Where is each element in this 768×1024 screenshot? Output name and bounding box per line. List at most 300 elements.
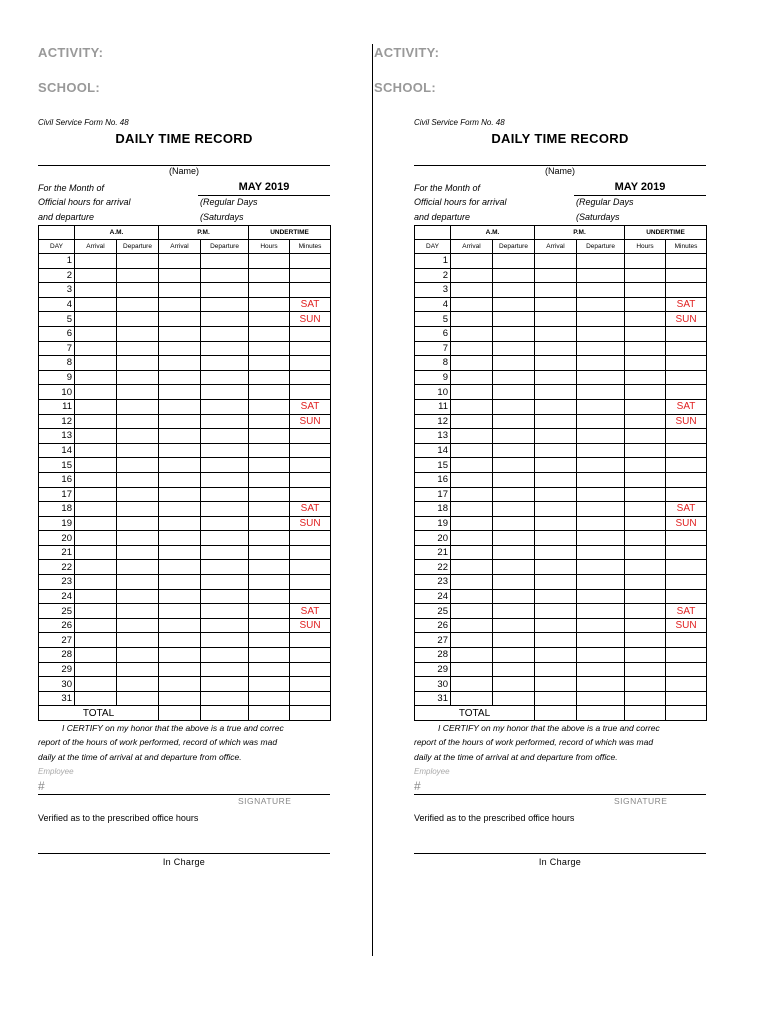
undertime-minutes-cell[interactable]	[666, 326, 707, 341]
am-departure-cell[interactable]	[117, 399, 159, 414]
undertime-hours-cell[interactable]	[625, 545, 666, 560]
undertime-hours-cell[interactable]	[249, 502, 290, 517]
pm-arrival-cell[interactable]	[535, 531, 577, 546]
undertime-hours-cell[interactable]	[249, 531, 290, 546]
undertime-minutes-cell[interactable]	[290, 341, 331, 356]
am-arrival-cell[interactable]	[75, 677, 117, 692]
pm-arrival-cell[interactable]	[535, 691, 577, 706]
am-departure-cell[interactable]	[117, 414, 159, 429]
am-arrival-cell[interactable]	[451, 691, 493, 706]
undertime-minutes-cell[interactable]	[666, 443, 707, 458]
am-arrival-cell[interactable]	[75, 326, 117, 341]
pm-arrival-cell[interactable]	[159, 370, 201, 385]
am-departure-cell[interactable]	[493, 633, 535, 648]
am-departure-cell[interactable]	[117, 268, 159, 283]
pm-departure-cell[interactable]	[577, 297, 625, 312]
undertime-hours-cell[interactable]	[625, 458, 666, 473]
am-arrival-cell[interactable]	[451, 487, 493, 502]
undertime-minutes-cell[interactable]	[290, 633, 331, 648]
am-departure-cell[interactable]	[117, 283, 159, 298]
undertime-minutes-cell[interactable]	[666, 648, 707, 663]
undertime-minutes-cell[interactable]: SAT	[666, 399, 707, 414]
pm-arrival-cell[interactable]	[535, 385, 577, 400]
undertime-hours-cell[interactable]	[249, 385, 290, 400]
undertime-minutes-cell[interactable]: SAT	[666, 604, 707, 619]
am-arrival-cell[interactable]	[451, 385, 493, 400]
undertime-hours-cell[interactable]	[625, 589, 666, 604]
pm-departure-cell[interactable]	[201, 370, 249, 385]
pm-arrival-cell[interactable]	[159, 648, 201, 663]
undertime-hours-cell[interactable]	[249, 429, 290, 444]
am-arrival-cell[interactable]	[75, 604, 117, 619]
undertime-minutes-cell[interactable]	[290, 677, 331, 692]
am-departure-cell[interactable]	[493, 545, 535, 560]
undertime-minutes-cell[interactable]: SUN	[666, 414, 707, 429]
am-departure-cell[interactable]	[493, 399, 535, 414]
undertime-minutes-cell[interactable]: SUN	[290, 516, 331, 531]
pm-departure-cell[interactable]	[201, 341, 249, 356]
undertime-hours-cell[interactable]	[249, 458, 290, 473]
pm-arrival-cell[interactable]	[159, 283, 201, 298]
undertime-hours-cell[interactable]	[625, 326, 666, 341]
pm-departure-cell[interactable]	[577, 662, 625, 677]
pm-arrival-cell[interactable]	[535, 662, 577, 677]
pm-departure-cell[interactable]	[201, 429, 249, 444]
undertime-minutes-cell[interactable]	[666, 283, 707, 298]
undertime-hours-cell[interactable]	[625, 268, 666, 283]
undertime-hours-cell[interactable]	[625, 662, 666, 677]
pm-departure-cell[interactable]	[577, 429, 625, 444]
undertime-hours-cell[interactable]	[249, 297, 290, 312]
am-departure-cell[interactable]	[493, 254, 535, 269]
am-departure-cell[interactable]	[117, 472, 159, 487]
undertime-minutes-cell[interactable]: SUN	[666, 618, 707, 633]
undertime-hours-cell[interactable]	[249, 575, 290, 590]
am-departure-cell[interactable]	[493, 326, 535, 341]
pm-departure-cell[interactable]	[201, 560, 249, 575]
am-arrival-cell[interactable]	[451, 414, 493, 429]
pm-arrival-cell[interactable]	[535, 604, 577, 619]
am-arrival-cell[interactable]	[75, 633, 117, 648]
pm-arrival-cell[interactable]	[159, 604, 201, 619]
pm-arrival-cell[interactable]	[159, 385, 201, 400]
pm-departure-cell[interactable]	[201, 297, 249, 312]
pm-arrival-cell[interactable]	[535, 283, 577, 298]
undertime-minutes-cell[interactable]	[666, 487, 707, 502]
am-departure-cell[interactable]	[493, 487, 535, 502]
pm-arrival-cell[interactable]	[535, 677, 577, 692]
am-arrival-cell[interactable]	[75, 575, 117, 590]
undertime-minutes-cell[interactable]: SAT	[666, 297, 707, 312]
undertime-hours-cell[interactable]	[625, 516, 666, 531]
pm-arrival-cell[interactable]	[159, 545, 201, 560]
pm-departure-cell[interactable]	[201, 312, 249, 327]
pm-arrival-cell[interactable]	[159, 268, 201, 283]
pm-departure-cell[interactable]	[201, 662, 249, 677]
am-arrival-cell[interactable]	[75, 560, 117, 575]
undertime-hours-cell[interactable]	[625, 472, 666, 487]
undertime-hours-cell[interactable]	[625, 691, 666, 706]
am-departure-cell[interactable]	[493, 691, 535, 706]
undertime-minutes-cell[interactable]: SUN	[290, 618, 331, 633]
pm-departure-cell[interactable]	[201, 516, 249, 531]
undertime-minutes-cell[interactable]	[290, 545, 331, 560]
am-arrival-cell[interactable]	[75, 356, 117, 371]
undertime-minutes-cell[interactable]: SUN	[666, 312, 707, 327]
undertime-hours-cell[interactable]	[625, 254, 666, 269]
am-departure-cell[interactable]	[117, 545, 159, 560]
undertime-minutes-cell[interactable]	[290, 560, 331, 575]
pm-departure-cell[interactable]	[577, 326, 625, 341]
am-arrival-cell[interactable]	[451, 326, 493, 341]
pm-departure-cell[interactable]	[577, 356, 625, 371]
undertime-minutes-cell[interactable]	[666, 458, 707, 473]
am-arrival-cell[interactable]	[75, 399, 117, 414]
undertime-minutes-cell[interactable]	[290, 662, 331, 677]
am-departure-cell[interactable]	[117, 633, 159, 648]
am-arrival-cell[interactable]	[75, 341, 117, 356]
am-arrival-cell[interactable]	[75, 691, 117, 706]
undertime-minutes-cell[interactable]	[290, 589, 331, 604]
undertime-hours-cell[interactable]	[249, 268, 290, 283]
am-arrival-cell[interactable]	[451, 662, 493, 677]
pm-arrival-cell[interactable]	[159, 326, 201, 341]
pm-departure-cell[interactable]	[201, 618, 249, 633]
undertime-hours-cell[interactable]	[625, 487, 666, 502]
undertime-minutes-cell[interactable]	[666, 560, 707, 575]
am-arrival-cell[interactable]	[75, 414, 117, 429]
pm-departure-cell[interactable]	[201, 385, 249, 400]
pm-arrival-cell[interactable]	[159, 589, 201, 604]
pm-departure-cell[interactable]	[201, 283, 249, 298]
pm-departure-cell[interactable]	[577, 691, 625, 706]
am-arrival-cell[interactable]	[75, 297, 117, 312]
undertime-hours-cell[interactable]	[249, 312, 290, 327]
undertime-hours-cell[interactable]	[625, 618, 666, 633]
am-arrival-cell[interactable]	[451, 633, 493, 648]
pm-departure-cell[interactable]	[577, 268, 625, 283]
pm-departure-cell[interactable]	[201, 633, 249, 648]
am-arrival-cell[interactable]	[451, 545, 493, 560]
am-arrival-cell[interactable]	[451, 516, 493, 531]
undertime-hours-cell[interactable]	[625, 531, 666, 546]
pm-arrival-cell[interactable]	[159, 516, 201, 531]
pm-arrival-cell[interactable]	[159, 341, 201, 356]
undertime-minutes-cell[interactable]	[666, 575, 707, 590]
undertime-minutes-cell[interactable]: SUN	[290, 312, 331, 327]
am-departure-cell[interactable]	[493, 283, 535, 298]
am-arrival-cell[interactable]	[451, 341, 493, 356]
undertime-hours-cell[interactable]	[625, 575, 666, 590]
pm-departure-cell[interactable]	[201, 472, 249, 487]
am-departure-cell[interactable]	[493, 341, 535, 356]
am-departure-cell[interactable]	[493, 516, 535, 531]
am-departure-cell[interactable]	[117, 502, 159, 517]
am-arrival-cell[interactable]	[451, 283, 493, 298]
pm-arrival-cell[interactable]	[535, 487, 577, 502]
am-arrival-cell[interactable]	[75, 443, 117, 458]
pm-departure-cell[interactable]	[577, 443, 625, 458]
undertime-minutes-cell[interactable]: SUN	[290, 414, 331, 429]
undertime-minutes-cell[interactable]	[666, 633, 707, 648]
undertime-hours-cell[interactable]	[625, 560, 666, 575]
am-departure-cell[interactable]	[493, 297, 535, 312]
am-departure-cell[interactable]	[493, 385, 535, 400]
am-arrival-cell[interactable]	[75, 268, 117, 283]
pm-departure-cell[interactable]	[201, 326, 249, 341]
pm-arrival-cell[interactable]	[159, 531, 201, 546]
undertime-minutes-cell[interactable]: SAT	[290, 604, 331, 619]
undertime-hours-cell[interactable]	[625, 297, 666, 312]
pm-departure-cell[interactable]	[201, 487, 249, 502]
am-arrival-cell[interactable]	[75, 545, 117, 560]
am-arrival-cell[interactable]	[75, 589, 117, 604]
undertime-hours-cell[interactable]	[625, 502, 666, 517]
am-arrival-cell[interactable]	[75, 458, 117, 473]
undertime-hours-cell[interactable]	[249, 341, 290, 356]
undertime-minutes-cell[interactable]	[666, 662, 707, 677]
am-departure-cell[interactable]	[117, 618, 159, 633]
undertime-hours-cell[interactable]	[625, 283, 666, 298]
pm-arrival-cell[interactable]	[535, 443, 577, 458]
undertime-hours-cell[interactable]	[249, 589, 290, 604]
undertime-minutes-cell[interactable]: SAT	[290, 502, 331, 517]
undertime-hours-cell[interactable]	[625, 648, 666, 663]
undertime-minutes-cell[interactable]	[290, 531, 331, 546]
undertime-minutes-cell[interactable]	[290, 356, 331, 371]
undertime-hours-cell[interactable]	[249, 283, 290, 298]
undertime-hours-cell[interactable]	[249, 545, 290, 560]
undertime-hours-cell[interactable]	[625, 429, 666, 444]
undertime-hours-cell[interactable]	[249, 370, 290, 385]
am-departure-cell[interactable]	[117, 662, 159, 677]
am-departure-cell[interactable]	[493, 604, 535, 619]
am-arrival-cell[interactable]	[451, 560, 493, 575]
am-departure-cell[interactable]	[117, 516, 159, 531]
am-arrival-cell[interactable]	[451, 618, 493, 633]
undertime-hours-cell[interactable]	[625, 414, 666, 429]
pm-arrival-cell[interactable]	[535, 575, 577, 590]
pm-departure-cell[interactable]	[577, 502, 625, 517]
pm-arrival-cell[interactable]	[159, 560, 201, 575]
am-arrival-cell[interactable]	[451, 399, 493, 414]
am-arrival-cell[interactable]	[75, 648, 117, 663]
undertime-minutes-cell[interactable]: SUN	[666, 516, 707, 531]
pm-departure-cell[interactable]	[577, 399, 625, 414]
pm-arrival-cell[interactable]	[159, 297, 201, 312]
am-arrival-cell[interactable]	[75, 662, 117, 677]
am-departure-cell[interactable]	[117, 429, 159, 444]
pm-departure-cell[interactable]	[577, 385, 625, 400]
pm-departure-cell[interactable]	[201, 414, 249, 429]
pm-arrival-cell[interactable]	[535, 399, 577, 414]
am-departure-cell[interactable]	[493, 648, 535, 663]
undertime-hours-cell[interactable]	[625, 604, 666, 619]
pm-departure-cell[interactable]	[201, 443, 249, 458]
undertime-minutes-cell[interactable]	[290, 429, 331, 444]
pm-departure-cell[interactable]	[577, 633, 625, 648]
am-arrival-cell[interactable]	[451, 472, 493, 487]
am-departure-cell[interactable]	[493, 356, 535, 371]
pm-arrival-cell[interactable]	[535, 429, 577, 444]
am-departure-cell[interactable]	[493, 589, 535, 604]
undertime-minutes-cell[interactable]	[290, 691, 331, 706]
am-departure-cell[interactable]	[493, 575, 535, 590]
pm-arrival-cell[interactable]	[535, 589, 577, 604]
undertime-hours-cell[interactable]	[625, 312, 666, 327]
am-arrival-cell[interactable]	[75, 516, 117, 531]
am-departure-cell[interactable]	[117, 487, 159, 502]
undertime-minutes-cell[interactable]	[290, 472, 331, 487]
pm-departure-cell[interactable]	[577, 254, 625, 269]
pm-arrival-cell[interactable]	[159, 633, 201, 648]
am-departure-cell[interactable]	[493, 677, 535, 692]
pm-arrival-cell[interactable]	[535, 545, 577, 560]
am-arrival-cell[interactable]	[75, 487, 117, 502]
undertime-hours-cell[interactable]	[249, 326, 290, 341]
undertime-minutes-cell[interactable]	[666, 268, 707, 283]
am-arrival-cell[interactable]	[451, 589, 493, 604]
pm-arrival-cell[interactable]	[535, 297, 577, 312]
pm-arrival-cell[interactable]	[535, 268, 577, 283]
pm-departure-cell[interactable]	[577, 677, 625, 692]
pm-arrival-cell[interactable]	[159, 312, 201, 327]
undertime-minutes-cell[interactable]	[290, 648, 331, 663]
undertime-hours-cell[interactable]	[249, 443, 290, 458]
undertime-hours-cell[interactable]	[249, 604, 290, 619]
pm-departure-cell[interactable]	[201, 502, 249, 517]
am-arrival-cell[interactable]	[451, 575, 493, 590]
am-departure-cell[interactable]	[493, 370, 535, 385]
pm-departure-cell[interactable]	[577, 648, 625, 663]
pm-departure-cell[interactable]	[201, 648, 249, 663]
pm-departure-cell[interactable]	[577, 458, 625, 473]
undertime-hours-cell[interactable]	[249, 516, 290, 531]
pm-arrival-cell[interactable]	[535, 312, 577, 327]
undertime-minutes-cell[interactable]	[666, 385, 707, 400]
am-departure-cell[interactable]	[117, 604, 159, 619]
am-arrival-cell[interactable]	[451, 356, 493, 371]
undertime-hours-cell[interactable]	[249, 487, 290, 502]
pm-arrival-cell[interactable]	[535, 648, 577, 663]
am-departure-cell[interactable]	[117, 254, 159, 269]
pm-arrival-cell[interactable]	[159, 443, 201, 458]
pm-arrival-cell[interactable]	[535, 326, 577, 341]
pm-arrival-cell[interactable]	[159, 458, 201, 473]
undertime-hours-cell[interactable]	[249, 648, 290, 663]
am-arrival-cell[interactable]	[451, 443, 493, 458]
pm-departure-cell[interactable]	[577, 618, 625, 633]
pm-departure-cell[interactable]	[577, 472, 625, 487]
pm-arrival-cell[interactable]	[159, 618, 201, 633]
am-departure-cell[interactable]	[117, 443, 159, 458]
am-arrival-cell[interactable]	[451, 312, 493, 327]
undertime-minutes-cell[interactable]	[290, 443, 331, 458]
pm-arrival-cell[interactable]	[535, 516, 577, 531]
undertime-minutes-cell[interactable]	[290, 326, 331, 341]
pm-arrival-cell[interactable]	[159, 662, 201, 677]
undertime-minutes-cell[interactable]	[666, 254, 707, 269]
pm-departure-cell[interactable]	[577, 545, 625, 560]
undertime-minutes-cell[interactable]	[666, 356, 707, 371]
pm-arrival-cell[interactable]	[159, 575, 201, 590]
pm-arrival-cell[interactable]	[159, 691, 201, 706]
am-arrival-cell[interactable]	[451, 297, 493, 312]
undertime-minutes-cell[interactable]	[290, 268, 331, 283]
pm-departure-cell[interactable]	[201, 545, 249, 560]
undertime-hours-cell[interactable]	[625, 443, 666, 458]
pm-arrival-cell[interactable]	[535, 341, 577, 356]
undertime-hours-cell[interactable]	[249, 399, 290, 414]
pm-departure-cell[interactable]	[201, 589, 249, 604]
undertime-minutes-cell[interactable]	[290, 458, 331, 473]
am-arrival-cell[interactable]	[75, 312, 117, 327]
am-arrival-cell[interactable]	[75, 429, 117, 444]
am-departure-cell[interactable]	[117, 341, 159, 356]
undertime-minutes-cell[interactable]	[290, 254, 331, 269]
am-departure-cell[interactable]	[117, 691, 159, 706]
am-departure-cell[interactable]	[493, 531, 535, 546]
am-departure-cell[interactable]	[117, 297, 159, 312]
am-arrival-cell[interactable]	[451, 458, 493, 473]
pm-departure-cell[interactable]	[577, 575, 625, 590]
undertime-hours-cell[interactable]	[249, 633, 290, 648]
am-departure-cell[interactable]	[117, 531, 159, 546]
undertime-hours-cell[interactable]	[249, 662, 290, 677]
am-departure-cell[interactable]	[493, 429, 535, 444]
pm-departure-cell[interactable]	[577, 370, 625, 385]
undertime-minutes-cell[interactable]	[666, 545, 707, 560]
undertime-hours-cell[interactable]	[249, 356, 290, 371]
am-departure-cell[interactable]	[493, 560, 535, 575]
pm-departure-cell[interactable]	[201, 604, 249, 619]
am-arrival-cell[interactable]	[451, 604, 493, 619]
am-arrival-cell[interactable]	[75, 254, 117, 269]
undertime-minutes-cell[interactable]: SAT	[666, 502, 707, 517]
undertime-minutes-cell[interactable]	[666, 531, 707, 546]
am-departure-cell[interactable]	[117, 370, 159, 385]
pm-departure-cell[interactable]	[577, 531, 625, 546]
am-departure-cell[interactable]	[117, 560, 159, 575]
pm-arrival-cell[interactable]	[535, 414, 577, 429]
pm-arrival-cell[interactable]	[159, 399, 201, 414]
am-departure-cell[interactable]	[117, 385, 159, 400]
am-departure-cell[interactable]	[117, 575, 159, 590]
pm-arrival-cell[interactable]	[159, 429, 201, 444]
am-departure-cell[interactable]	[493, 268, 535, 283]
am-arrival-cell[interactable]	[451, 429, 493, 444]
pm-arrival-cell[interactable]	[535, 618, 577, 633]
pm-departure-cell[interactable]	[201, 677, 249, 692]
am-arrival-cell[interactable]	[451, 254, 493, 269]
pm-arrival-cell[interactable]	[535, 254, 577, 269]
am-departure-cell[interactable]	[117, 677, 159, 692]
pm-arrival-cell[interactable]	[535, 633, 577, 648]
undertime-minutes-cell[interactable]	[290, 385, 331, 400]
pm-arrival-cell[interactable]	[159, 414, 201, 429]
am-departure-cell[interactable]	[493, 312, 535, 327]
am-arrival-cell[interactable]	[451, 268, 493, 283]
am-departure-cell[interactable]	[117, 589, 159, 604]
undertime-minutes-cell[interactable]	[666, 429, 707, 444]
undertime-minutes-cell[interactable]	[666, 472, 707, 487]
pm-arrival-cell[interactable]	[535, 370, 577, 385]
pm-arrival-cell[interactable]	[535, 356, 577, 371]
pm-arrival-cell[interactable]	[535, 560, 577, 575]
undertime-hours-cell[interactable]	[249, 472, 290, 487]
pm-arrival-cell[interactable]	[159, 487, 201, 502]
undertime-hours-cell[interactable]	[625, 341, 666, 356]
